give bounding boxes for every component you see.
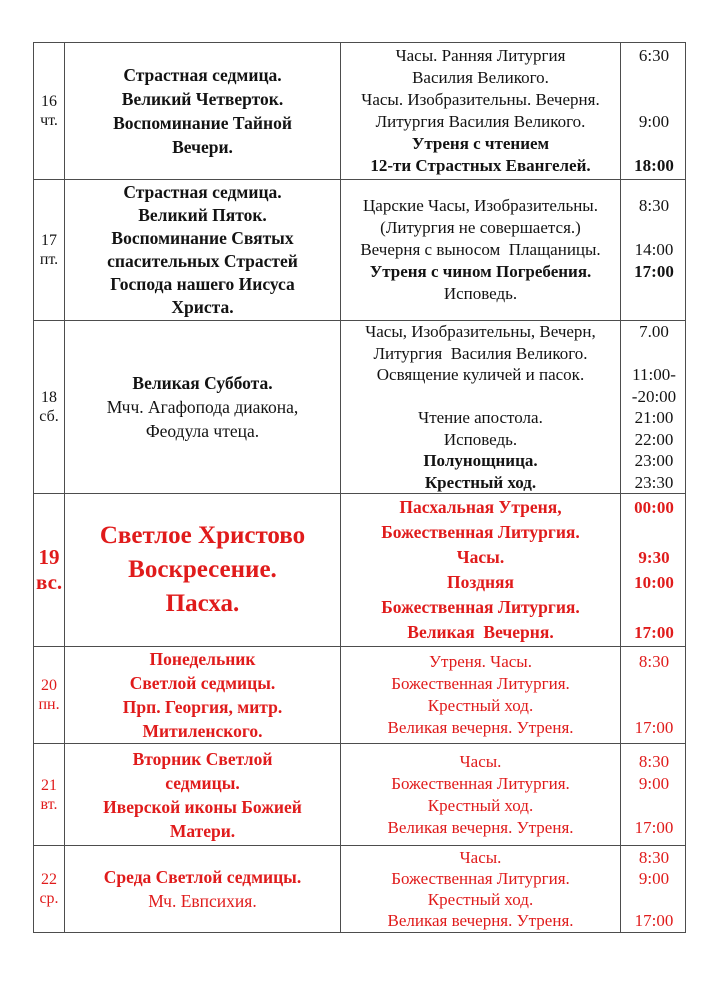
- time-value: 23:00: [634, 451, 674, 470]
- date-weekday: пн.: [38, 696, 60, 713]
- service-line: Поздняя: [447, 572, 514, 592]
- date-cell: [34, 180, 65, 320]
- time-value: 17:00: [634, 623, 674, 642]
- time-value: [623, 520, 685, 545]
- schedule-row-17: [34, 180, 685, 321]
- service-line: Божественная Литургия.: [391, 869, 570, 888]
- date-cell: [34, 494, 65, 646]
- time-value: 17:00: [634, 718, 674, 737]
- time-value: 17:00: [634, 262, 674, 281]
- time-value: 9:00: [638, 112, 670, 131]
- times-cell: [621, 647, 687, 743]
- service-line: Исповедь.: [443, 284, 518, 303]
- services-cell: [341, 180, 621, 320]
- description-line: Понедельник: [149, 649, 256, 669]
- time-value: 8:30: [638, 196, 670, 215]
- service-line: Великая вечерня. Утреня.: [387, 817, 574, 837]
- service-line: Вечерня с выносом Плащаницы.: [360, 240, 601, 259]
- service-line: Чтение апостола.: [418, 408, 543, 427]
- time-value: 21:00: [634, 408, 674, 427]
- service-line: Часы. Изобразительны. Вечерня.: [361, 90, 600, 109]
- time-value: 8:30: [638, 652, 670, 671]
- description-line: седмицы.: [165, 772, 240, 793]
- service-line: (Литургия не совершается.): [380, 218, 581, 237]
- time-value: 7.00: [639, 322, 669, 341]
- service-line: Крестный ход.: [424, 472, 537, 492]
- description-line: Вторник Светлой: [132, 748, 273, 769]
- description-line: Светлое Христово: [99, 522, 306, 549]
- service-line: 12-ти Страстных Евангелей.: [370, 156, 591, 175]
- service-line: Божественная Литургия.: [391, 674, 570, 693]
- times-cell: [621, 180, 687, 320]
- description-cell: [65, 494, 341, 646]
- date-weekday: ср.: [39, 890, 59, 907]
- time-value: 18:00: [634, 156, 674, 175]
- time-value: 8:30: [638, 751, 670, 771]
- time-value: 17:00: [634, 817, 674, 837]
- time-value: [623, 595, 685, 620]
- time-value: 9:00: [638, 773, 670, 793]
- description-line: Среда Светлой седмицы.: [103, 867, 302, 887]
- time-value: [623, 89, 685, 111]
- time-value: [623, 889, 685, 910]
- schedule-table: [33, 42, 686, 933]
- time-value: [623, 283, 685, 305]
- service-line: Часы.: [459, 751, 502, 771]
- description-line: Великий Пяток.: [138, 205, 267, 225]
- times-cell: [621, 846, 687, 932]
- time-value: -20:00: [631, 386, 677, 406]
- schedule-row-21: [34, 744, 685, 846]
- service-line: Часы, Изобразительны, Вечерн,: [365, 322, 596, 341]
- description-line: Матери.: [169, 820, 236, 841]
- date-day: 22: [41, 871, 57, 888]
- description-cell: [65, 744, 341, 845]
- time-value: [623, 795, 685, 817]
- description-line: Великий Четверток.: [121, 89, 284, 109]
- schedule-row-16: [34, 43, 685, 180]
- description-line: Страстная седмица.: [123, 65, 282, 85]
- services-cell: [341, 494, 621, 646]
- service-line: Литургия Василия Великого.: [375, 112, 586, 131]
- time-value: 10:00: [634, 573, 674, 592]
- services-cell: [341, 321, 621, 493]
- description-cell: [65, 43, 341, 179]
- date-cell: [34, 744, 65, 845]
- times-cell: [621, 43, 687, 179]
- time-value: [623, 133, 685, 155]
- description-line: Иверской иконы Божией: [103, 796, 302, 817]
- description-line: Пасха.: [165, 590, 240, 617]
- date-day: 17: [41, 232, 57, 249]
- description-cell: [65, 647, 341, 743]
- description-line: Христа.: [171, 297, 234, 317]
- service-line: Часы.: [459, 848, 502, 867]
- service-line: Исповедь.: [443, 429, 518, 449]
- date-weekday: вс.: [36, 570, 63, 594]
- time-value: 11:00-: [632, 365, 676, 384]
- service-line: Освящение куличей и пасок.: [376, 365, 585, 384]
- service-line: Великая Вечерня.: [407, 622, 554, 642]
- date-day: 18: [41, 389, 57, 406]
- date-cell: [34, 846, 65, 932]
- services-cell: [341, 744, 621, 845]
- service-line: Великая вечерня. Утреня.: [387, 911, 574, 930]
- time-value: [623, 217, 685, 239]
- service-line: Великая вечерня. Утреня.: [387, 718, 574, 737]
- date-day: 21: [41, 776, 57, 794]
- description-line: Мч. Евпсихия.: [148, 891, 257, 911]
- service-line: Крестный ход.: [427, 890, 534, 909]
- service-line: Крестный ход.: [427, 795, 534, 815]
- service-line: Божественная Литургия.: [391, 773, 570, 793]
- date-weekday: вт.: [40, 795, 58, 813]
- description-cell: [65, 321, 341, 493]
- date-cell: [34, 647, 65, 743]
- description-line: Митиленского.: [142, 721, 263, 741]
- description-line: Мчч. Агафопода диакона,: [106, 397, 299, 417]
- service-line: Божественная Литургия.: [381, 522, 580, 542]
- service-line: Крестный ход.: [427, 696, 534, 715]
- time-value: 22:00: [634, 429, 674, 449]
- time-value: 9:00: [638, 869, 670, 888]
- time-value: [623, 695, 685, 717]
- date-weekday: чт.: [40, 112, 58, 129]
- time-value: 8:30: [638, 848, 670, 867]
- times-cell: [621, 744, 687, 845]
- time-value: 9:30: [638, 548, 670, 567]
- description-line: Светлой седмицы.: [129, 673, 276, 693]
- date-day: 16: [41, 93, 57, 110]
- schedule-row-18: [34, 321, 685, 494]
- service-line: Часы.: [456, 547, 505, 567]
- description-line: спасительных Страстей: [107, 251, 298, 271]
- description-line: Воспоминание Тайной: [113, 113, 292, 133]
- time-value: [623, 67, 685, 89]
- service-line: Часы. Ранняя Литургия: [395, 46, 566, 65]
- description-line: Воскресение.: [128, 556, 277, 583]
- date-day: 19: [38, 545, 60, 569]
- service-line: Василия Великого.: [412, 68, 549, 87]
- description-cell: [65, 180, 341, 320]
- time-value: 17:00: [634, 911, 674, 930]
- service-line: Полунощница.: [423, 451, 538, 470]
- service-line: Утреня. Часы.: [429, 652, 532, 671]
- service-line: Литургия Василия Великого.: [373, 343, 588, 363]
- date-cell: [34, 321, 65, 493]
- date-cell: [34, 43, 65, 179]
- schedule-row-20: [34, 647, 685, 744]
- service-line: Царские Часы, Изобразительны.: [363, 196, 598, 215]
- times-cell: [621, 321, 687, 493]
- time-value: 6:30: [638, 46, 670, 65]
- service-line: [343, 386, 618, 408]
- description-cell: [65, 846, 341, 932]
- date-day: 20: [41, 677, 57, 694]
- description-line: Феодула чтеца.: [145, 421, 260, 441]
- date-weekday: сб.: [39, 408, 59, 425]
- time-value: 23:30: [634, 472, 674, 492]
- service-line: Божественная Литургия.: [381, 597, 580, 617]
- services-cell: [341, 647, 621, 743]
- description-line: Прп. Георгия, митр.: [122, 697, 283, 717]
- time-value: 14:00: [634, 240, 674, 259]
- services-cell: [341, 43, 621, 179]
- date-weekday: пт.: [39, 251, 59, 268]
- service-line: Утреня с чтением: [411, 134, 550, 153]
- service-line: Пасхальная Утреня,: [399, 497, 562, 517]
- time-value: [623, 673, 685, 695]
- description-line: Страстная седмица.: [123, 182, 282, 202]
- schedule-row-22: [34, 846, 685, 932]
- times-cell: [621, 494, 687, 646]
- time-value: [623, 343, 685, 365]
- description-line: Вечери.: [172, 137, 233, 157]
- description-line: Воспоминание Святых: [111, 228, 294, 248]
- schedule-row-19: [34, 494, 685, 647]
- services-cell: [341, 846, 621, 932]
- time-value: 00:00: [634, 498, 674, 517]
- description-line: Великая Суббота.: [132, 373, 273, 393]
- description-line: Господа нашего Иисуса: [110, 274, 295, 294]
- service-line: Утреня с чином Погребения.: [369, 262, 592, 281]
